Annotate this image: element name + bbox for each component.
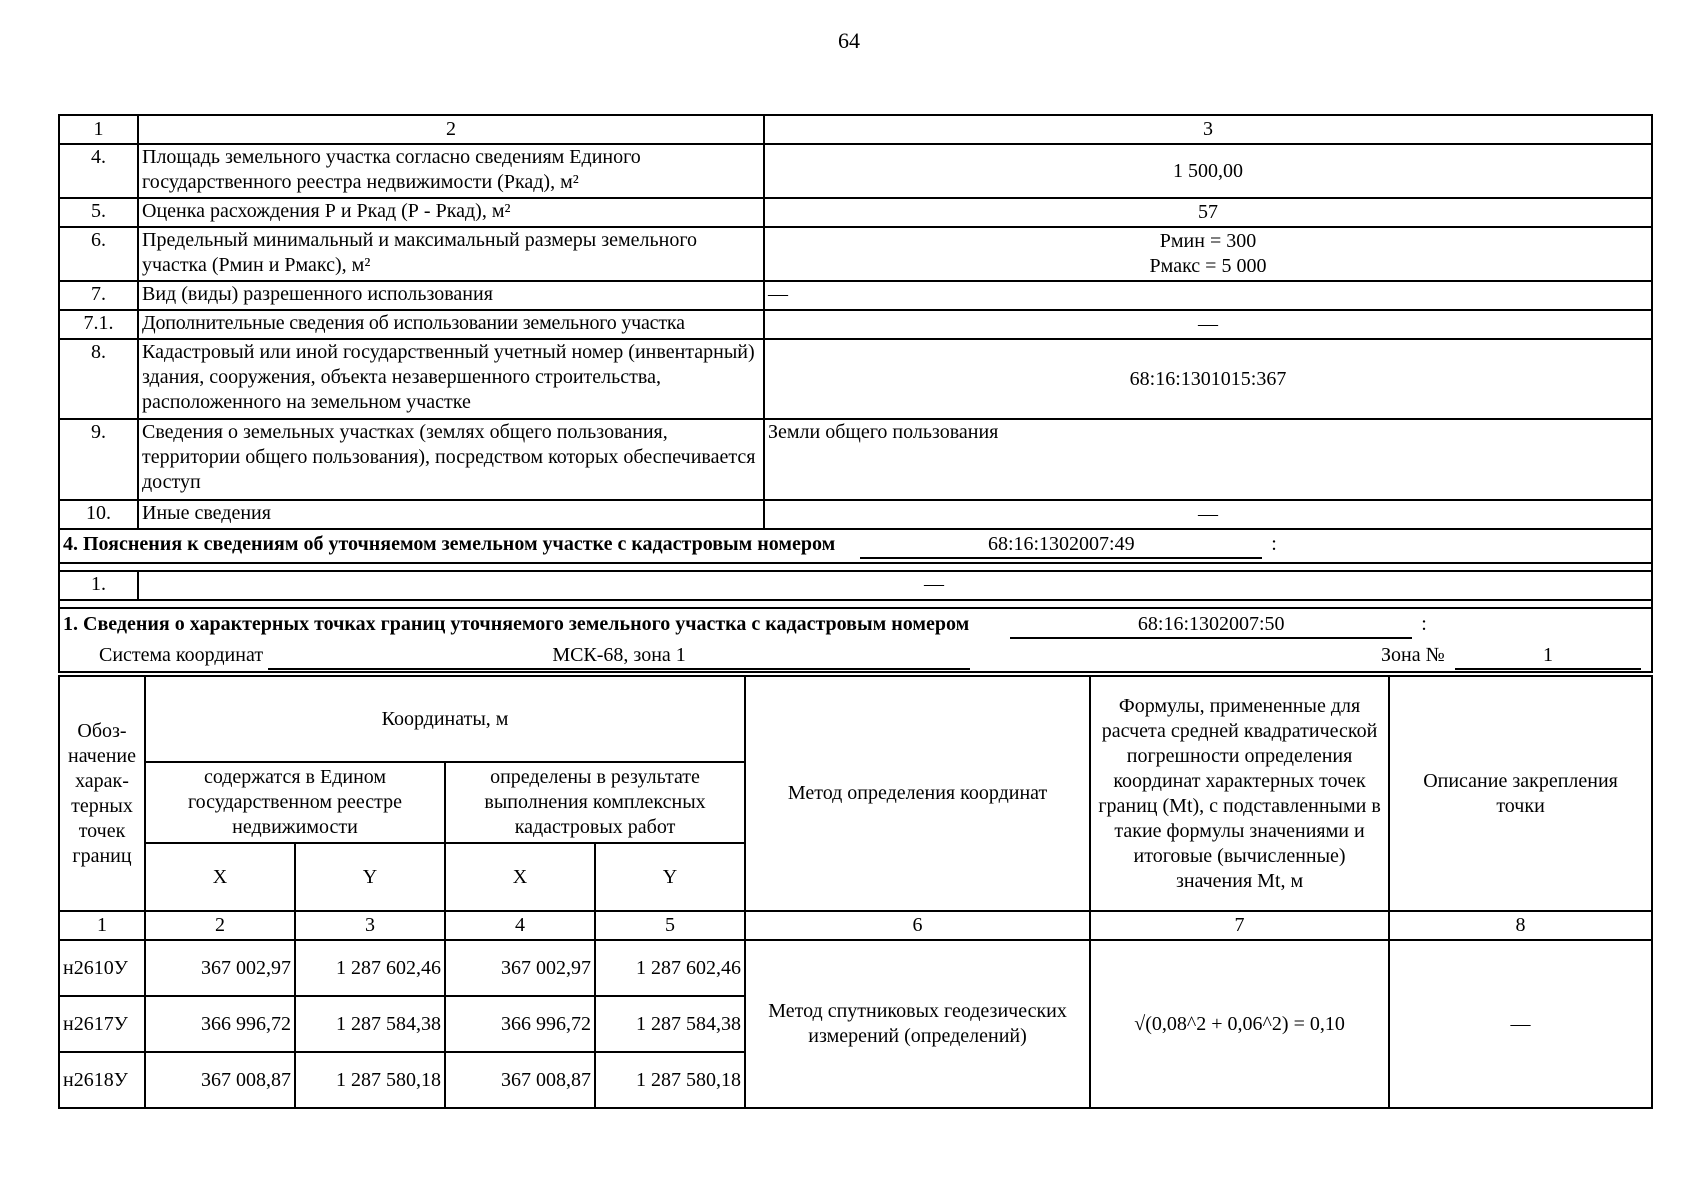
col-number-2: 2 (138, 115, 764, 144)
section4-cadastral-number: 68:16:1302007:49 (860, 532, 1262, 559)
section4-row (59, 571, 1652, 600)
header-method: Метод определения координат (745, 676, 1090, 911)
section4-colon: : (1271, 533, 1277, 555)
point-x-complex: 366 996,72 (445, 996, 595, 1052)
row-label: Предельный минимальный и максимальный размеры земельного участка (Рмин и Рмакс), м² (138, 227, 764, 281)
table-row (59, 198, 1652, 227)
header-complex-works: определены в результате выполнения комплексных кадастровых работ (445, 762, 745, 843)
point-x-complex: 367 008,87 (445, 1052, 595, 1108)
table-row (59, 144, 1652, 198)
col-number: 1 (59, 911, 145, 940)
col-number: 2 (145, 911, 295, 940)
coord-system-label: Система координат (99, 644, 264, 666)
row-number: 7.1. (59, 310, 138, 339)
row-label: Вид (виды) разрешенного использования (138, 281, 764, 310)
header-designation: Обоз-начение харак-терных точек границ (59, 676, 145, 911)
table-row (59, 339, 1652, 419)
row-label: Площадь земельного участка согласно сведениям Единого государственного реестра недвижимости (Ркад), м² (138, 144, 764, 198)
point-name: н2617У (59, 996, 145, 1052)
row-label: Дополнительные сведения об использовании земельного участка (138, 310, 764, 339)
point-y-egrn: 1 287 602,46 (295, 940, 445, 996)
header-egrn: содержатся в Едином государственном реестре недвижимости (145, 762, 445, 843)
table-row (59, 419, 1652, 500)
max-size-value: Рмакс = 5 000 (1149, 255, 1267, 277)
header-description: Описание закрепления точки (1389, 676, 1652, 911)
header-x: X (145, 843, 295, 911)
point-x-egrn: 366 996,72 (145, 996, 295, 1052)
row-number: 1. (59, 571, 138, 600)
table-row (59, 500, 1652, 529)
point-x-egrn: 367 002,97 (145, 940, 295, 996)
row-number: 5. (59, 198, 138, 227)
header-formulas: Формулы, примененные для расчета средней квадратической погрешности определения координат характерных точек границ (Mt), с подставленными в такие формулы значениями и итоговые (вычисленные) значения Mt, м (1090, 676, 1389, 911)
point-y-complex: 1 287 584,38 (595, 996, 745, 1052)
section1-colon: : (1421, 613, 1427, 635)
section4-heading (59, 529, 1652, 563)
section4-title: 4. Пояснения к сведениям об уточняемом земельном участке с кадастровым номером (63, 533, 836, 555)
header-row (59, 676, 1652, 762)
page-number: 64 (838, 28, 860, 53)
table-row (59, 940, 1652, 996)
boundary-points-table (58, 675, 1653, 1109)
land-info-table (58, 114, 1653, 673)
col-number-1: 1 (59, 115, 138, 144)
table-row (59, 310, 1652, 339)
spacer (59, 600, 1652, 608)
row-number: 4. (59, 144, 138, 198)
row-value: 1 500,00 (764, 144, 1652, 198)
row-number: 6. (59, 227, 138, 281)
row-label: Иные сведения (138, 500, 764, 529)
point-x-egrn: 367 008,87 (145, 1052, 295, 1108)
col-number: 3 (295, 911, 445, 940)
row-number: 10. (59, 500, 138, 529)
row-label: Сведения о земельных участках (землях общего пользования, территории общего пользования), посредством которых обеспечивается доступ (138, 419, 764, 500)
point-y-complex: 1 287 580,18 (595, 1052, 745, 1108)
row-value: 68:16:1301015:367 (764, 339, 1652, 419)
coord-system-value: МСК-68, зона 1 (268, 643, 970, 670)
row-label: Оценка расхождения Р и Ркад (Р - Ркад), м² (138, 198, 764, 227)
zone-value: 1 (1455, 643, 1641, 670)
row-value: — (764, 310, 1652, 339)
point-y-complex: 1 287 602,46 (595, 940, 745, 996)
formula-cell: √(0,08^2 + 0,06^2) = 0,10 (1090, 940, 1389, 1108)
header-coordinates: Координаты, м (145, 676, 745, 762)
point-y-egrn: 1 287 584,38 (295, 996, 445, 1052)
min-size-value: Рмин = 300 (1159, 230, 1257, 252)
col-number: 6 (745, 911, 1090, 940)
row-value: 57 (764, 198, 1652, 227)
row-value: — (764, 281, 1652, 310)
description-cell: — (1389, 940, 1652, 1108)
row-label: Кадастровый или иной государственный учетный номер (инвентарный) здания, сооружения, объекта незавершенного строительства, расположенного на земельном участке (138, 339, 764, 419)
header-y: Y (595, 843, 745, 911)
section1-heading-row (59, 608, 1652, 672)
col-number: 8 (1389, 911, 1652, 940)
section1-title: 1. Сведения о характерных точках границ уточняемого земельного участка с кадастровым номером (63, 613, 970, 635)
row-number: 7. (59, 281, 138, 310)
spacer (59, 563, 1652, 571)
header-y: Y (295, 843, 445, 911)
section1-cadastral-number: 68:16:1302007:50 (1010, 612, 1412, 639)
row-number: 9. (59, 419, 138, 500)
col-number: 4 (445, 911, 595, 940)
zone-label: Зона № (1381, 644, 1445, 666)
point-name: н2610У (59, 940, 145, 996)
point-y-egrn: 1 287 580,18 (295, 1052, 445, 1108)
row-value: — (138, 571, 1652, 600)
row-number: 8. (59, 339, 138, 419)
column-number-row (59, 115, 1652, 144)
row-value: — (764, 500, 1652, 529)
point-name: н2618У (59, 1052, 145, 1108)
point-x-complex: 367 002,97 (445, 940, 595, 996)
col-number: 7 (1090, 911, 1389, 940)
column-number-row (59, 911, 1652, 940)
col-number: 5 (595, 911, 745, 940)
table-row (59, 227, 1652, 281)
table-row (59, 281, 1652, 310)
row-value: Земли общего пользования (764, 419, 1652, 500)
row-value (764, 227, 1652, 281)
header-x: X (445, 843, 595, 911)
section4-heading-row (59, 529, 1652, 563)
method-cell: Метод спутниковых геодезических измерений (определений) (745, 940, 1090, 1108)
col-number-3: 3 (764, 115, 1652, 144)
section1-heading (59, 608, 1652, 672)
